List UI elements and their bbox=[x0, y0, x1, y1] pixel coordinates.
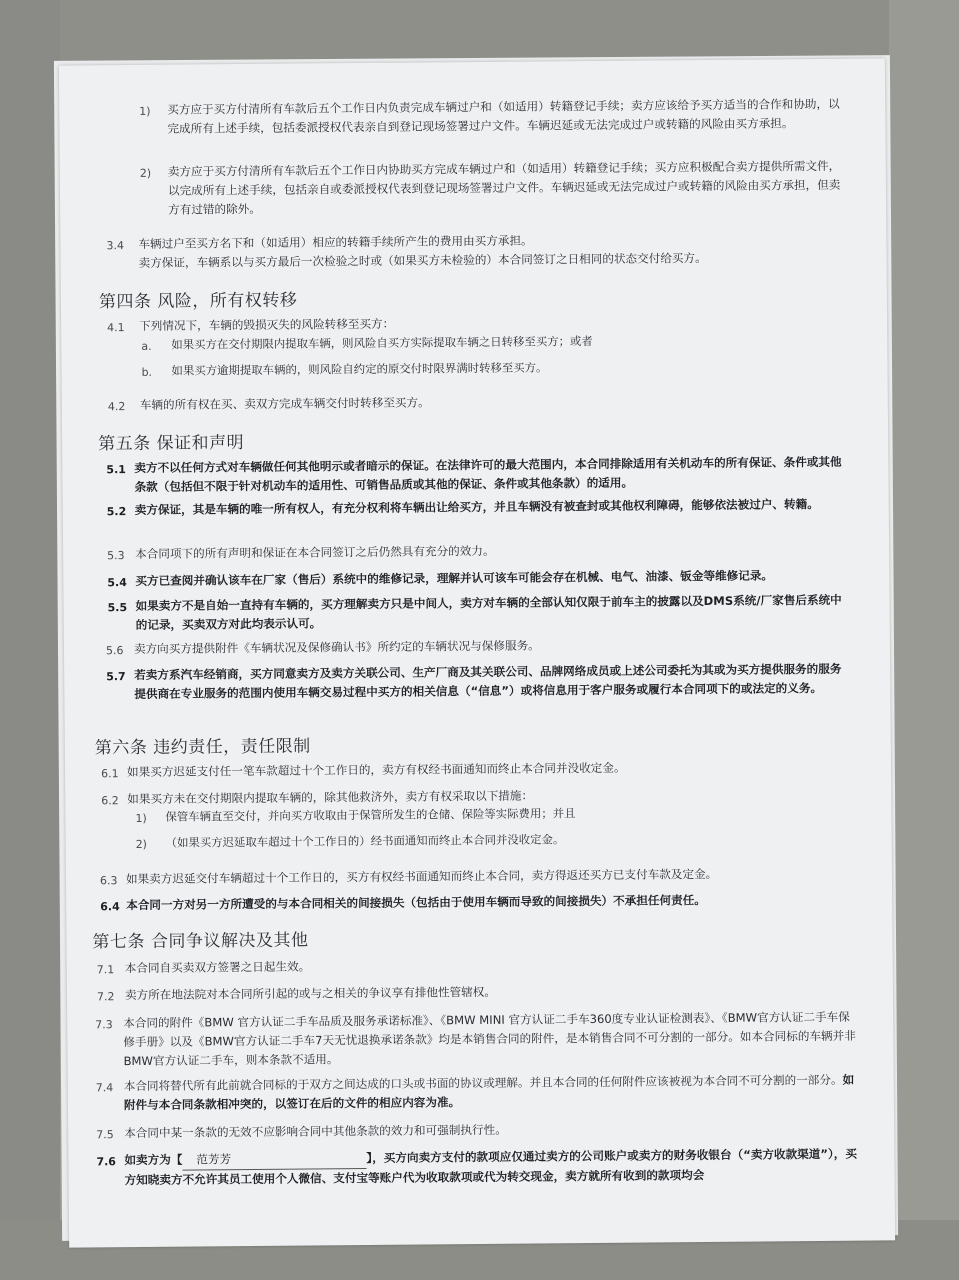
clause-6-4: 本合同一方对另一方所遭受的与本合同相关的间接损失（包括由于使用车辆而导致的间接损失）不承担任何责任。 bbox=[126, 893, 706, 913]
clause-7-6-part-1: 如卖方为【 bbox=[124, 1152, 183, 1168]
clause-number: 7.4 bbox=[95, 1081, 114, 1095]
clause-number: 5.6 bbox=[105, 644, 124, 658]
clause-4-1-b: 如果买方逾期提取车辆的，则风险自约定的原交付时限界满时转移至买方。 bbox=[171, 360, 548, 378]
clause-number: 5.4 bbox=[107, 576, 127, 590]
article-6-heading: 第六条 违约责任，责任限制 bbox=[94, 736, 311, 759]
clause-number: 5.5 bbox=[107, 601, 128, 615]
clause-number: 6.1 bbox=[100, 767, 119, 781]
clause-number: 4.1 bbox=[107, 321, 125, 335]
clause-5-4: 买方已查阅并确认该车在厂家（售后）系统中的维修记录，理解并认可该车可能会存在机械、电气、油漆、钣金等维修记录。 bbox=[135, 568, 774, 588]
clause-7-1: 本合同自买卖双方签署之日起生效。 bbox=[124, 959, 311, 976]
clause-number: 5.1 bbox=[106, 463, 126, 477]
clause-5-3: 本合同项下的所有声明和保证在本合同签订之后仍然具有充分的效力。 bbox=[135, 543, 495, 561]
clause-7-5: 本合同中某一条款的无效不应影响合同中其他条款的效力和可强制执行性。 bbox=[124, 1122, 507, 1141]
clause-3-item-1: 买方应于买方付清所有车款后五个工作日内负责完成车辆过户和（如适用）转籍登记手续；卖方应该给予买方适当的合作和协助，以完成所有上述手续，包括委派授权代表亲自到登记现场签署过户文件。车辆迟延或无法完成过户或转籍的风险由买方承担。 bbox=[167, 96, 840, 136]
clause-number: 7.6 bbox=[96, 1155, 116, 1169]
clause-7-2: 卖方所在地法院对本合同所引起的或与之相关的争议享有排他性管辖权。 bbox=[124, 984, 497, 1003]
clause-number: 7.2 bbox=[96, 990, 115, 1004]
item-number: 2) bbox=[139, 166, 152, 180]
item-number: 1) bbox=[139, 104, 151, 118]
clause-4-1: 下列情况下，车辆的毁损灭失的风险转移至买方： bbox=[139, 316, 395, 333]
clause-number: 6.2 bbox=[101, 794, 119, 808]
clause-7-6 bbox=[124, 1145, 858, 1190]
clause-7-4 bbox=[124, 1071, 858, 1115]
page-content bbox=[59, 58, 895, 1247]
clause-6-2-item-2: （如果买方迟延取车超过十个工作日的）经书面通知而终止本合同并没收定金。 bbox=[165, 832, 565, 850]
item-number: 1) bbox=[135, 811, 147, 825]
clause-6-3: 如果卖方迟延交付车辆超过十个工作日的，买方有权经书面通知而终止本合同，卖方得返还买方已支付车款及定金。 bbox=[125, 866, 718, 887]
background-right bbox=[889, 0, 959, 1280]
clause-3-item-2: 卖方应于买方付清所有车款后五个工作日内协助买方完成车辆过户和（如适用）转籍登记手续；买方应积极配合卖方提供所需文件，以完成所有上述手续，包括亲自或委派授权代表到登记现场签署过户文件。车辆迟延或无法完成过户或转籍的风险由买方承担，但卖方有过错的除外。 bbox=[167, 158, 841, 217]
clause-5-1: 卖方不以任何方式对车辆做任何其他明示或者暗示的保证。在法律许可的最大范围内，本合同排除适用有关机动车的所有保证、条件或其他条款（包括但不限于针对机动车的适用性、可销售品质或其他的保证、条件或其他条款）的适用。 bbox=[134, 454, 842, 494]
clause-6-2-item-1: 保管车辆直至交付，并向买方收取由于保管所发生的仓储、保险等实际费用；并且 bbox=[165, 806, 576, 824]
clause-number: 3.4 bbox=[106, 239, 124, 253]
clause-6-1: 如果买方迟延支付任一笔车款超过十个工作日的，卖方有权经书面通知而终止本合同并没收定金。 bbox=[126, 760, 626, 780]
clause-number: 5.3 bbox=[107, 549, 125, 563]
clause-number: 5.7 bbox=[106, 670, 126, 684]
clause-5-6: 卖方向买方提供附件《车辆状况及保修确认书》所约定的车辆状况与保修服务。 bbox=[133, 638, 540, 656]
item-letter: a. bbox=[141, 339, 152, 353]
clause-3-4-line-2: 卖方保证，车辆系以与买方最后一次检验之时或（如果买方未检验的）本合同签订之日相同的状态交付给买方。 bbox=[138, 250, 707, 270]
item-letter: b. bbox=[141, 365, 153, 379]
clause-7-4-part-2: 如附件与本合同条款相冲突的，以签订在后的文件的相应内容为准。 bbox=[123, 1072, 855, 1113]
clause-5-2: 卖方保证，其是车辆的唯一所有权人，有充分权利将车辆出让给买方，并且车辆没有被查封或其他权利障碍，能够依法被过户、转籍。 bbox=[134, 497, 819, 517]
contract-page bbox=[59, 58, 895, 1247]
clause-number: 5.2 bbox=[106, 505, 127, 519]
clause-5-5: 如果卖方不是自始一直持有车辆的，买方理解卖方只是中间人，卖方对车辆的全部认知仅限于前车主的披露以及DMS系统/厂家售后系统中的记录，买卖双方对此均表示认可。 bbox=[135, 592, 842, 632]
clause-number: 7.5 bbox=[96, 1128, 114, 1142]
clause-5-7: 若卖方系汽车经销商，买方同意卖方及卖方关联公司、生产厂商及其关联公司、品牌网络成员或上述公司委托为其或为买方提供服务的服务提供商在专业服务的范围内使用车辆交易过程中买方的相关信息（“信息”）或将信息用于客户服务或履行本合同项下的或法定的义务。 bbox=[134, 661, 842, 701]
clause-6-2: 如果买方未在交付期限内提取车辆的，除其他救济外，卖方有权采取以下措施： bbox=[127, 788, 534, 807]
clause-7-3: 本合同的附件《BMW 官方认证二手车品质及服务承诺标准》、《BMW MINI 官方认证二手车360度专业认证检测表》、《BMW官方认证二手车保修手册》以及《BMW官方认证二手车7天无忧退换承诺条款》均是本销售合同的附件，是本销售合同不可分割的一部分。如本合同标的车辆并非BMW官方认证二手车，则本条款不适用。 bbox=[123, 1009, 856, 1069]
seller-name-field: 范芳芳 bbox=[182, 1149, 366, 1171]
clause-7-4-part-1: 本合同将替代所有此前就合同标的于双方之间达成的口头或书面的协议或理解。并且本合同的任何附件应该被视为本合同不可分割的一部分。 bbox=[123, 1072, 843, 1094]
clause-number: 7.3 bbox=[95, 1018, 113, 1032]
clause-7-6-part-2: 】，买方向卖方支付的款项应仅通过卖方的公司账户或卖方的财务收银台（“卖方收款渠道”），买方知晓卖方不允许其员工使用个人微信、支付宝等账户代为收取款项或代为转交现金，卖方就所有收到的款项均会 bbox=[124, 1146, 858, 1188]
clause-number: 4.2 bbox=[107, 400, 126, 414]
clause-number: 6.4 bbox=[100, 900, 120, 914]
background-left bbox=[0, 0, 60, 1280]
clause-4-2: 车辆的所有权在买、卖双方完成车辆交付时转移至买方。 bbox=[139, 395, 430, 412]
clause-4-1-a: 如果买方在交付期限内提取车辆，则风险自买方实际提取车辆之日转移至买方；或者 bbox=[171, 333, 593, 352]
clause-number: 7.1 bbox=[96, 963, 115, 977]
item-number: 2) bbox=[135, 837, 148, 851]
article-7-heading: 第七条 合同争议解决及其他 bbox=[92, 930, 309, 953]
clause-3-4-line-1: 车辆过户至买方名下和（如适用）相应的转籍手续所产生的费用由买方承担。 bbox=[138, 233, 533, 251]
article-5-heading: 第五条 保证和声明 bbox=[98, 433, 245, 455]
article-4-heading: 第四条 风险，所有权转移 bbox=[98, 290, 298, 313]
clause-number: 6.3 bbox=[99, 874, 118, 888]
